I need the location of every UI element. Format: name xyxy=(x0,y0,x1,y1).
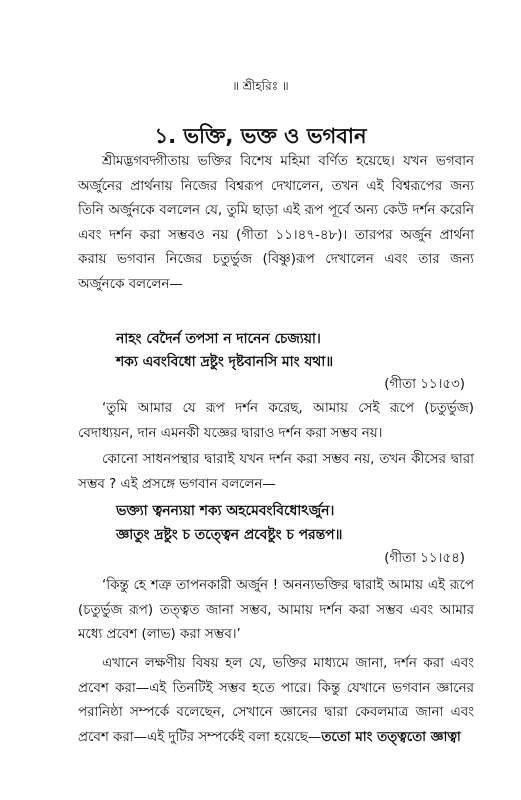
paragraph-intro: শ্রীমদ্ভগবদ্গীতায় ভক্তির বিশেষ মহিমা বর্ণিত হয়েছে। যখন ভগবান অর্জুনের প্রার্থনায় নিজের বিশ্বরূপ দেখালেন, তখন এই বিশ্বরূপের জন্য তিনি অর্জুনকে বললেন যে, তুমি ছাড়া এই রূপ পূর্বে অন্য কেউ দর্শন করেনি এবং দর্শন করা সম্ভবও নয় (গীতা ১১।৪৭-৪৮)। তারপর অর্জুন প্রার্থনা করায় ভগবান নিজের চতুর্ভুজ (বিষ্ণু)রূপ দেখালেন এবং তার জন্য অর্জুনকে বললেন— xyxy=(78,154,474,292)
page-header: ॥ শ্রীহরিঃ ॥ xyxy=(232,79,289,93)
verse-2-reference: (গীতা ১১।৫৪) xyxy=(384,551,465,566)
paragraph-analysis-text: এখানে লক্ষণীয় বিষয় হল যে, ভক্তির মাধ্যমে জানা, দর্শন করা এবং প্রবেশ করা—এই তিনটিই সম্ভব হতে পারে। কিন্তু যেখানে ভগবান জ্ঞানের পরানিষ্ঠা সম্পর্কে বলেছেন, সেখানে জ্ঞানের দ্বারা কেবলমাত্র জানা এবং প্রবেশ করা—এই দুটির সম্পর্কেই বলা হয়েছে— xyxy=(78,656,474,745)
verse-1-reference: (গীতা ১১।৫৩) xyxy=(384,377,465,392)
paragraph-translation-2: ‘কিন্তু হে শত্রু তাপনকারী অর্জুন ! অনন্যভক্তির দ্বারাই আমায় এই রূপে (চতুর্ভুজ রূপ) তত্ত্বত জানা সম্ভব, আমায় দর্শন করা সম্ভব এবং আমার মধ্যে প্রবেশ (লাভ) করা সম্ভব।’ xyxy=(78,578,474,643)
paragraph-translation-1: ‘তুমি আমার যে রূপ দর্শন করেছ, আমায় সেই রূপে (চতুর্ভুজ) বেদাধ্যয়ন, দান এমনকী যজ্ঞের দ্বারাও দর্শন করা সম্ভব নয়। xyxy=(78,401,474,441)
paragraph-question: কোনো সাধনপন্থার দ্বারাই যখন দর্শন করা সম্ভব নয়, তখন কীসের দ্বারা সম্ভব ? এই প্রসঙ্গে ভগবান বললেন— xyxy=(78,452,474,492)
verse-2-line-2: জ্ঞাতুং দ্রষ্টুং চ তত্ত্বেন প্রবেষ্টুং চ পরন্তপ॥ xyxy=(116,527,343,543)
verse-2-line-1: ভক্ত্যা ত্বনন্যয়া শক্য অহমেবংবিধোঽর্জুন। xyxy=(116,503,335,519)
verse-1-line-2: শক্য এবংবিধো দ্রষ্টুং দৃষ্টবানসি মাং যথা॥ xyxy=(116,354,334,370)
paragraph-analysis-bold-quote: ততো মাং তত্ত্বতো জ্ঞাত্বা xyxy=(321,729,461,745)
chapter-title: ১. ভক্তি, ভক্ত ও ভগবান xyxy=(154,124,367,148)
paragraph-analysis xyxy=(78,652,474,750)
verse-1-line-1: নাহং বেদৈর্ন তপসা ন দানেন চেজ্যয়া। xyxy=(116,331,321,347)
